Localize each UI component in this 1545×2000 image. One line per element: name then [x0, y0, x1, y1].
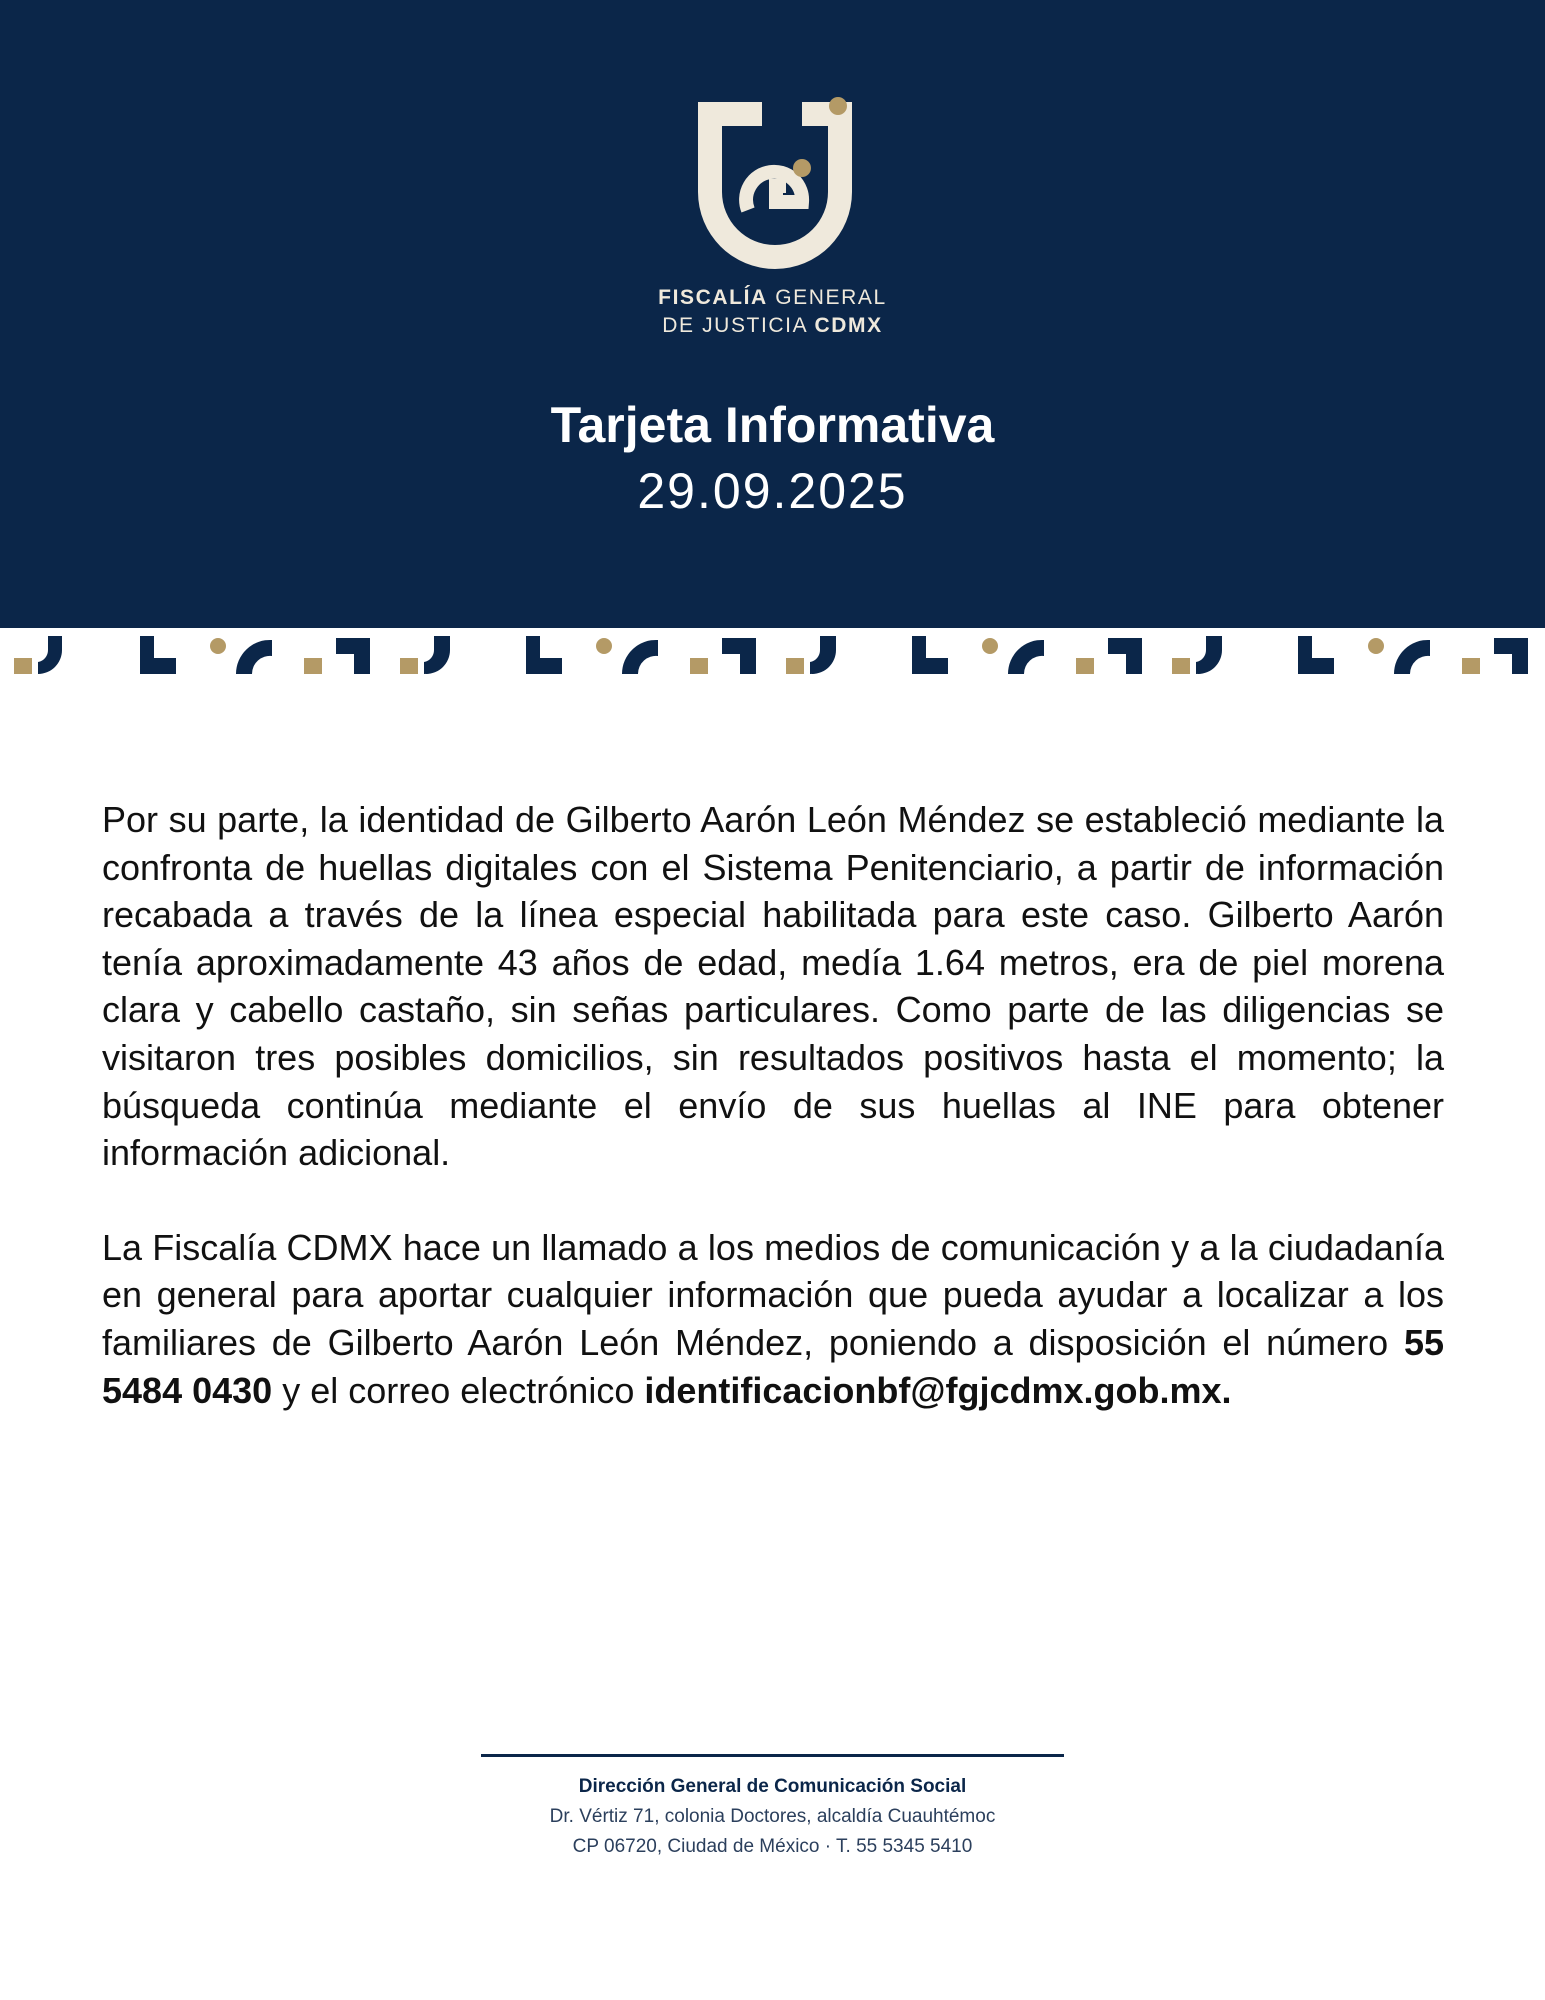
footer-contact: CP 06720, Ciudad de México · T. 55 5345 5410 [572, 1836, 973, 1857]
footer-address: Dr. Vértiz 71, colonia Doctores, alcaldía Cuauhtémoc [549, 1806, 996, 1827]
body-text [102, 796, 1444, 1461]
org-name-line2: DE JUSTICIA CDMX [662, 314, 883, 337]
footer-divider [481, 1754, 1064, 1757]
paragraph-1: Por su parte, la identidad de Gilberto Aarón León Méndez se estableció mediante la confronta de huellas digitales con el Sistema Penitenciario, a partir de información recabada a través de la línea especial habilitada para este caso. Gilberto Aarón tenía aproximadamente 43 años de edad, medía 1.64 metros, era de piel morena clara y cabello castaño, sin señas particulares. Como parte de las diligencias se visitaron tres posibles domicilios, sin resultados positivos hasta el momento; la búsqueda continúa mediante el envío de sus huellas al INE para obtener información adicional. [102, 799, 1444, 1174]
decorative-pattern-strip [0, 628, 1545, 678]
footer-department: Dirección General de Comunicación Social [578, 1776, 967, 1797]
org-name-line1: FISCALÍA GENERAL [658, 286, 887, 309]
document-date: 29.09.2025 [637, 463, 908, 519]
pattern-motif [14, 636, 450, 674]
phone-number: 55 5484 0430 [102, 1321, 1444, 1411]
fgj-logo-icon [690, 92, 860, 282]
page-title: Tarjeta Informativa [550, 397, 995, 453]
email-address: identificacionbf@fgjcdmx.gob.mx. [644, 1369, 1232, 1411]
paragraph-2: La Fiscalía CDMX hace un llamado a los medios de comunicación y a la ciudadanía en general para aportar cualquier información que pueda ayudar a localizar a los familiares de Gilberto Aarón León Méndez, poniendo a disposición el número 55 5484 0430 y el correo electrónico identificacionbf@fgjcdmx.gob.mx. [102, 1226, 1444, 1411]
header-banner [0, 0, 1545, 628]
